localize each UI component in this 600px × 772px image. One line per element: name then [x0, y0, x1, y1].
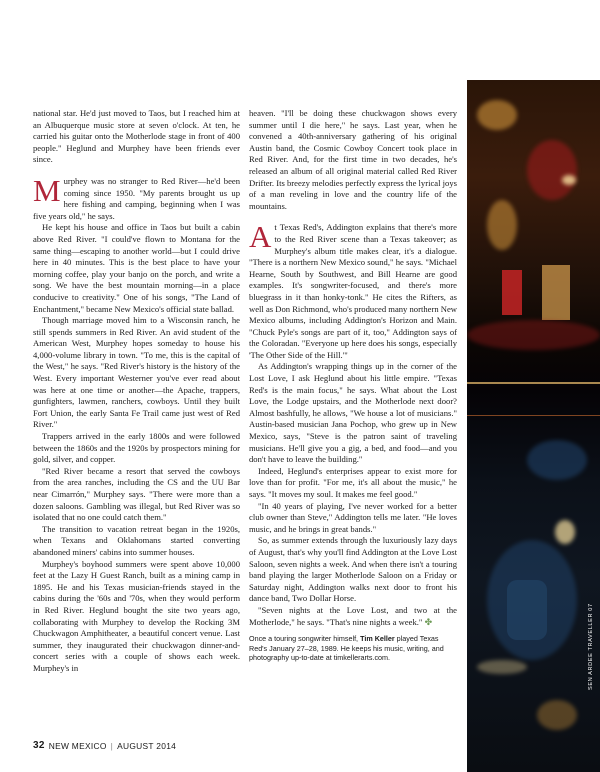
paragraph: [249, 605, 457, 628]
saloon-photo: [467, 80, 600, 772]
photo-credit: SEN ARDEE TRAVELLER 07: [588, 603, 594, 690]
paragraph: national star. He'd just moved to Taos, but I reached him at an Albuquerque music store at seven o'clock. At ten, he carried his guitar onto the Motherlode stage in front of 400 people." Heglund and Murphey have been friends ever since.: [33, 108, 240, 165]
paragraph: As Addington's wrapping things up in the corner of the Lost Love, I ask Heglund about his little empire. "Texas Red's is the main focus," he says. What about the Lost Love, the Lodge upstairs, and the Motherlode next door? Almost bashfully, he allows, "We house a lot of musicians." Austin-based musician Jana Pochop, who grew up in New Mexico, says, "Steve is the patron saint of traveling musicians. He'll give you a gig, a bed, and food—and you don't have to leave the building.": [249, 361, 457, 465]
paragraph: "In 40 years of playing, I've never worked for a better club owner than Steve," Addington tells me later. "He loves music, and he brings in great bands.": [249, 500, 457, 534]
paragraph-text: t Texas Red's, Addington explains that there's more to the Red River scene than a Texas takeover; as Murphey's album title makes clear, it's a dialogue. "There is a northern New Mexico sound," he says. "Michael Hearne, South by Southwest, and Bill Hearne are good examples. It's songwriter-focused, and there's more bluegrass in it than honky-tonk." He cites the Rifters, as well as Don Richmond, who's produced many northern New Mexico albums, including Addington's Horizon and Main. "Chuck Pyle's songs are part of it, too," Addington says of the Coloradan. "Everyone up here does his songs, especially 'The Other Side of the Hill.'": [249, 222, 457, 360]
drop-cap: M: [33, 172, 61, 208]
paragraph: Indeed, Heglund's enterprises appear to exist more for love than for profit. "For me, it's all about the music," he says. "It moves my soul. It makes me feel good.": [249, 465, 457, 499]
paragraph: So, as summer extends through the luxuriously lazy days of August, that's why you'll find Addington at the Love Lost Saloon, seven nights a week. And when there isn't a touring band playing the larger Motherlode Saloon on a Friday or Saturday night, Addington walks next door to front his dance band, Two Dollar Horse.: [249, 535, 457, 604]
paragraph: heaven. "I'll be doing these chuckwagon shows every summer until I die here," he says. Last year, when he convened a 40th-anniversary gathering of his original Austin band, the Cosmic Cowboy Concert took place in Red River. And, for the first time in two decades, he's released an album of all original material called Red River Drifter. Its breezy melodies perfectly express the lyrical joys of a man reveling in love and the country life of the mountains.: [249, 108, 457, 211]
end-mark-icon: ✤: [424, 616, 433, 627]
issue-date: AUGUST 2014: [117, 740, 177, 751]
paragraph-dropcap: [249, 219, 457, 361]
paragraph-text: "Seven nights at the Love Lost, and two at the Motherlode," he says. "That's nine nights a week.": [249, 604, 457, 627]
footer-separator: |: [110, 740, 114, 751]
paragraph-dropcap: [33, 172, 240, 222]
drop-cap: A: [249, 219, 272, 255]
page-number: 32: [33, 740, 45, 751]
paragraph-text: urphey was no stranger to Red River—he'd been coming since 1950. "My parents brought us up here fishing and camping, beginning when I was five years old," he says.: [33, 175, 240, 221]
bio-suffix: played Texas Red's January 27–28, 1989. He keeps his music, writing, and photography up-to-date at timkellerarts.com.: [249, 634, 444, 663]
article-column-left: [33, 108, 240, 675]
page-footer: [33, 740, 176, 751]
paragraph: Trappers arrived in the early 1800s and were followed between the 1860s and the 1920s by prospectors mining for gold, silver, and copper.: [33, 431, 240, 465]
paragraph: "Red River became a resort that served the cowboys from the area ranches, including the CS and the UU Bar near Cimarrón," Murphey says. "There were more than a dozen saloons. Gambling was illegal, but Red River was so isolated that no one could catch them.": [33, 465, 240, 523]
article-column-middle: [249, 108, 457, 663]
paragraph: He kept his house and office in Taos but built a cabin above Red River. "I could've flown to Montana for the same thing—escaping to another world—but I could drive here in 40 minutes. This is the best place to have your morning coffee, play your banjo on the porch, and write a song. We have the best mountain morning—in a place conducive to creativity." One of his songs, "The Land of Enchantment," became New Mexico's official state ballad.: [33, 222, 240, 314]
author-bio: [249, 634, 457, 663]
paragraph: Though marriage moved him to a Wisconsin ranch, he still spends summers in Red River. An avid student of the American West, Murphey hopes someday to house his 4,000-volume library in town. "To me, this is the capital of the West," he says. "Red River's history is the history of the West. Every important Westerner you've ever read about was here at one time or another—the Apache, trappers, gunfighters, lawmen, ranchers, cowboys. Until they built Fort Union, the early Santa Fe Trail came just west of Red River.": [33, 315, 240, 430]
magazine-name: NEW MEXICO: [48, 740, 107, 751]
paragraph: Murphey's boyhood summers were spent above 10,000 feet at the Lazy H Guest Ranch, built as a mining camp in 1895. He and his Texas musician-friends stayed in the cabins during the '60s and '70s, when they would perform in Red River. Heglund bought the site two years ago, collaborating with Murphey to develop the Rocking 3M Chuckwagon Amphitheater, a beautiful concert venue. Last summer, they inaugurated their chuckwagon dinner-and-concert series with a couple of shows each week. Murphey's in: [33, 558, 240, 673]
author-name: Tim Keller: [360, 634, 395, 644]
bio-prefix: Once a touring songwriter himself,: [249, 634, 361, 644]
paragraph: The transition to vacation retreat began in the 1920s, when Texans and Oklahomans started converting abandoned miners' cabins into summer houses.: [33, 523, 240, 557]
